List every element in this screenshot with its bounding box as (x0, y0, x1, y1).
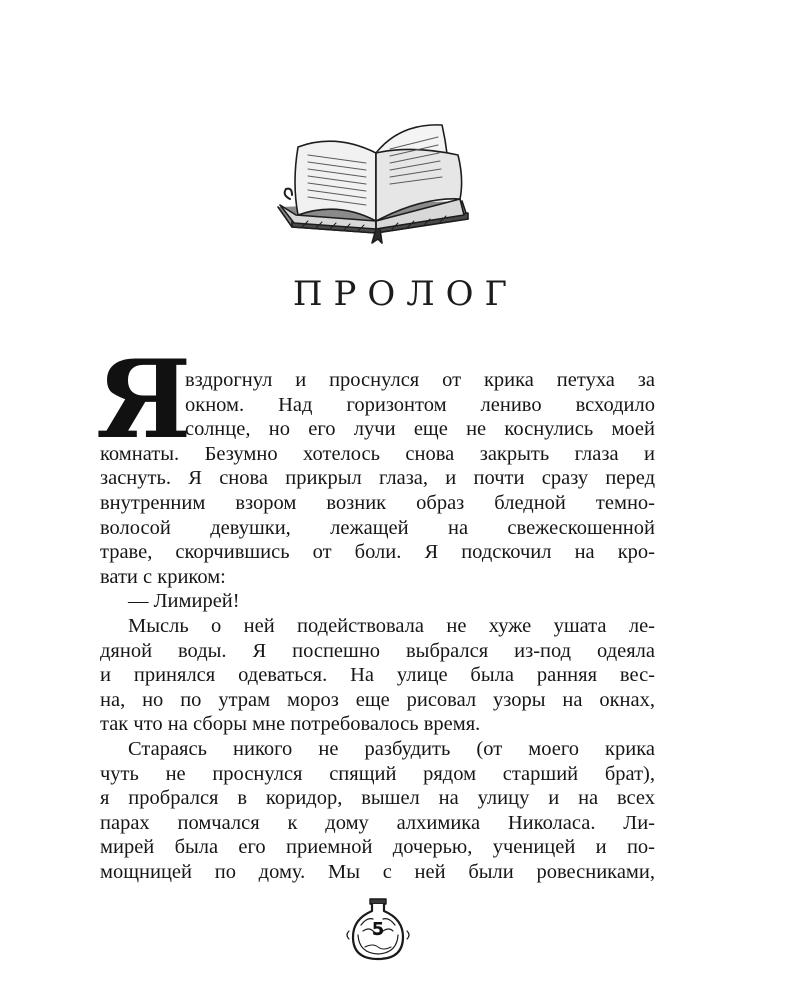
text-line: солнце, но его лучи еще не коснулись моей (185, 418, 655, 441)
text-line: вздрогнул и проснулся от крика петуха за (185, 369, 655, 391)
body-text (100, 368, 655, 884)
text-line: мирей была его приемной дочерью, ученицей и по- (100, 836, 655, 859)
text-line: я пробрался в коридор, вышел на улицу и на всех (100, 787, 655, 810)
text-line: Стараясь никого не разбудить (от моего крика (128, 737, 655, 760)
text-line: — Лимирей! (128, 590, 240, 613)
text-line: внутренним взором возник образ бледной темно- (100, 491, 655, 514)
text-line: парах помчался к дому алхимика Николаса. Ли- (100, 811, 655, 834)
text-line: чуть не проснулся спящий рядом старший брат), (100, 762, 655, 785)
text-line: Мысль о ней подействовала не хуже ушата ле- (128, 614, 655, 637)
page-number: 5 (371, 919, 385, 940)
text-line: волосой девушки, лежащей на свежескошенной (100, 516, 655, 539)
text-line: на, но по утрам мороз еще рисовал узоры на окнах, (100, 688, 655, 711)
drop-cap: Я (96, 337, 192, 463)
text-line: и принялся одеваться. На улице была ранняя вес- (100, 664, 655, 687)
text-line: дяной воды. Я поспешно выбрался из-под одеяла (100, 639, 655, 662)
text-line: заснуть. Я снова прикрыл глаза, и почти сразу перед (100, 467, 655, 490)
text-line: комнаты. Безумно хотелось снова закрыть глаза и (100, 442, 655, 465)
text-line: так что на сборы мне потребовалось время. (100, 713, 481, 736)
open-book-icon (272, 115, 474, 245)
text-line: вати с криком: (100, 565, 226, 588)
text-line: мощницей по дому. Мы с ней были ровесниками, (100, 860, 655, 883)
chapter-title: ПРОЛОГ (292, 274, 519, 314)
text-line: траве, скорчившись от боли. Я подскочил на кро- (100, 541, 655, 564)
text-line: окном. Над горизонтом лениво всходило (185, 393, 655, 416)
